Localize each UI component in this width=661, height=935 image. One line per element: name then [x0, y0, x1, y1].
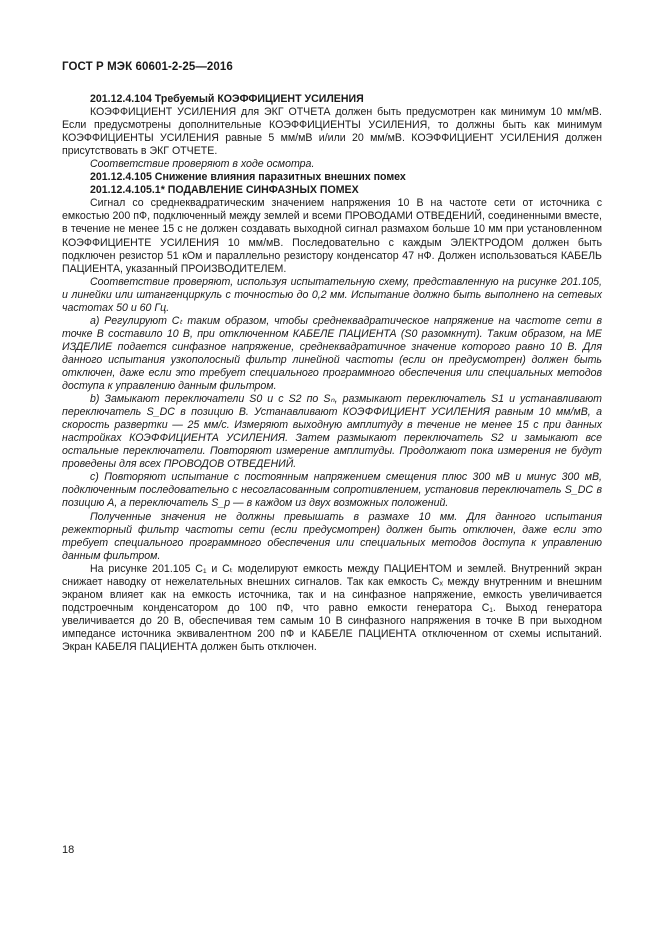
- page-number: 18: [62, 844, 75, 856]
- test-step-c: с) Повторяют испытание с постоянным напряжением смещения плюс 300 мВ и минус 300 мВ, подключенным последовательно с несогласованным сопротивлением, установив переключатель S_DC в позицию А, а переключатель S_p — в каждом из двух возможных положений.: [62, 471, 602, 510]
- body-paragraph: Сигнал со среднеквадратическим значением напряжения 10 В на частоте сети от источника с емкостью 200 пФ, подключенный между землей и всеми ПРОВОДАМИ ОТВЕДЕНИЙ, соединенными вместе, в течение не менее 15 с не должен создавать выходной сигнал размахом больше 10 мм при установленном КОЭФФИЦИЕНТЕ УСИЛЕНИЯ 10 мм/мВ. Последовательно с каждым ЭЛЕКТРОДОМ должен быть подключен резистор 51 кОм и параллельно резистору конденсатор 47 нФ. Должен использоваться КАБЕЛЬ ПАЦИЕНТА, указанный ПРОИЗВОДИТЕЛЕМ.: [62, 197, 602, 275]
- body-paragraph: На рисунке 201.105 C₁ и Cₜ моделируют емкость между ПАЦИЕНТОМ и землей. Внутренний экран снижает наводку от нежелательных внешних сигналов. Так как емкость Cₓ между внутренним и внешним экраном влияет как на емкость источника, так и на синфазное напряжение, емкость увеличивается подстроечным конденсатором до 100 пФ, что равно емкости генератора C₁. Выход генератора увеличивается до 20 В, обеспечивая тем самым 10 В синфазного напряжения в точке В при выходном импедансе источника эквивалентном 200 пФ и КАБЕЛЕ ПАЦИЕНТА отключенном от схемы испытаний. Экран КАБЕЛЯ ПАЦИЕНТА должен быть отключен.: [62, 562, 602, 653]
- document-header: ГОСТ Р МЭК 60601-2-25—2016: [62, 61, 233, 73]
- compliance-result: Полученные значения не должны превышать в размахе 10 мм. Для данного испытания режекторный фильтр частоты сети (если предусмотрен) должен быть отключен, даже если это требует специального программного обеспечения или специальных методов доступа к управлению данным фильтром.: [62, 510, 602, 562]
- document-body: [62, 93, 602, 654]
- compliance-note: Соответствие проверяют, используя испытательную схему, представленную на рисунке 201.105, и линейки или штангенциркуль с точностью до 0,2 мм. Испытание должно быть выполнено на сетевых частотах 50 и 60 Гц.: [62, 275, 602, 314]
- body-paragraph: КОЭФФИЦИЕНТ УСИЛЕНИЯ для ЭКГ ОТЧЕТА должен быть предусмотрен как минимум 10 мм/мВ. Если предусмотрены дополнительные КОЭФФИЦИЕНТЫ УСИЛЕНИЯ, то должны быть как минимум КОЭФФИЦИЕНТЫ УСИЛЕНИЯ равные 5 мм/мВ и/или 20 мм/мВ. КОЭФФИЦИЕНТ УСИЛЕНИЯ должен присутствовать в ЭКГ ОТЧЕТЕ.: [62, 106, 602, 158]
- section-heading: 201.12.4.104 Требуемый КОЭФФИЦИЕНТ УСИЛЕНИЯ: [90, 93, 364, 105]
- test-step-a: а) Регулируют Cₜ таким образом, чтобы среднеквадратическое напряжение на частоте сети в точке В составило 10 В, при отключенном КАБЕЛЕ ПАЦИЕНТА (S0 разомкнут). Таким образом, на МЕ ИЗДЕЛИЕ подается синфазное напряжение, среднеквадратичное значение которого равно 10 В. Для данного испытания узкополосный фильтр линейной частоты (если он предусмотрен) должен быть отключен, даже если это требует специального программного обеспечения или специальных методов доступа к управлению данным фильтром.: [62, 314, 602, 393]
- test-step-b: b) Замыкают переключатели S0 и с S2 по Sₙ, размыкают переключатель S1 и устанавливают переключатель S_DC в позицию В. Устанавливают КОЭФФИЦИЕНТ УСИЛЕНИЯ равным 10 мм/мВ, а скорость развертки — 25 мм/с. Измеряют выходную амплитуду в течение не менее 15 с при данных настройках КОЭФФИЦИЕНТА УСИЛЕНИЯ. Затем размыкают переключатель S2 и замыкают все остальные переключатели. Повторяют измерение амплитуды. Продолжают пока измерения не будут проведены для всех ПРОВОДОВ ОТВЕДЕНИЙ.: [62, 393, 602, 471]
- section-heading: 201.12.4.105 Снижение влияния паразитных внешних помех: [90, 171, 406, 184]
- section-heading: 201.12.4.105.1* ПОДАВЛЕНИЕ СИНФАЗНЫХ ПОМЕХ: [90, 184, 359, 197]
- compliance-note: Соответствие проверяют в ходе осмотра.: [90, 158, 315, 171]
